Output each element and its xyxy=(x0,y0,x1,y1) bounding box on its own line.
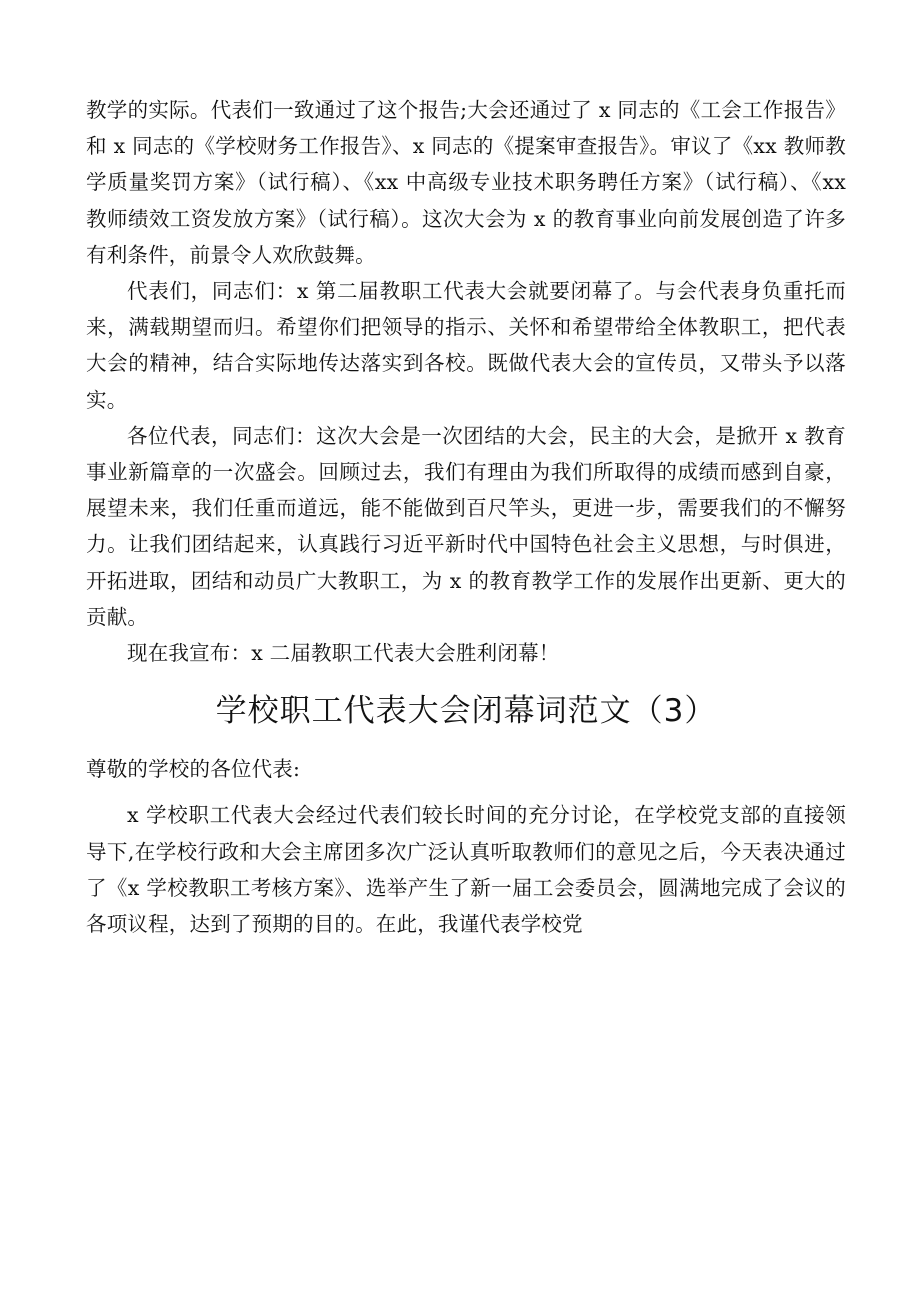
section-paragraph-1: x 学校职工代表大会经过代表们较长时间的充分讨论，在学校党支部的直接领导下,在学校行政和大会主席团多次广泛认真听取教师们的意见之后，今天表决通过了《x 学校教职工考核方案》、选举产生了新一届工会委员会，圆满地完成了会议的各项议程，达到了预期的目的。在此，我谨代表学校党 xyxy=(86,803,846,937)
continuation-paragraph: 教学的实际。代表们一致通过了这个报告;大会还通过了 x 同志的《工会工作报告》和 x 同志的《学校财务工作报告》、x 同志的《提案审查报告》。审议了《xx 教师教学质量奖罚方案》（试行稿）、《xx 中高级专业技术职务聘任方案》（试行稿）、《xx 教师绩效工资发放方案》（试行稿）。这次大会为 x 的教育事业向前发展创造了许多有利条件，前景令人欢欣鼓舞。 xyxy=(86,98,846,267)
section-title: 学校职工代表大会闭幕词范文（3） xyxy=(215,693,717,730)
body-paragraph-1: 代表们，同志们：x 第二届教职工代表大会就要闭幕了。与会代表身负重托而来，满载期望而归。希望你们把领导的指示、关怀和希望带给全体教职工，把代表大会的精神，结合实际地传达落实到各校。既做代表大会的宣传员，又带头予以落实。 xyxy=(86,279,846,412)
body-paragraph-3: 现在我宣布：x 二届教职工代表大会胜利闭幕！ xyxy=(127,641,560,666)
document-page xyxy=(86,92,846,942)
salutation: 尊敬的学校的各位代表: xyxy=(86,757,301,782)
body-paragraph-2: 各位代表，同志们：这次大会是一次团结的大会，民主的大会，是掀开 x 教育事业新篇章的一次盛会。回顾过去，我们有理由为我们所取得的成绩而感到自豪，展望未来，我们任重而道远，能不能做到百尺竿头，更进一步，需要我们的不懈努力。让我们团结起来，认真践行习近平新时代中国特色社会主义思想，与时俱进，开拓进取，团结和动员广大教职工，为 x 的教育教学工作的发展作出更新、更大的贡献。 xyxy=(86,423,846,629)
